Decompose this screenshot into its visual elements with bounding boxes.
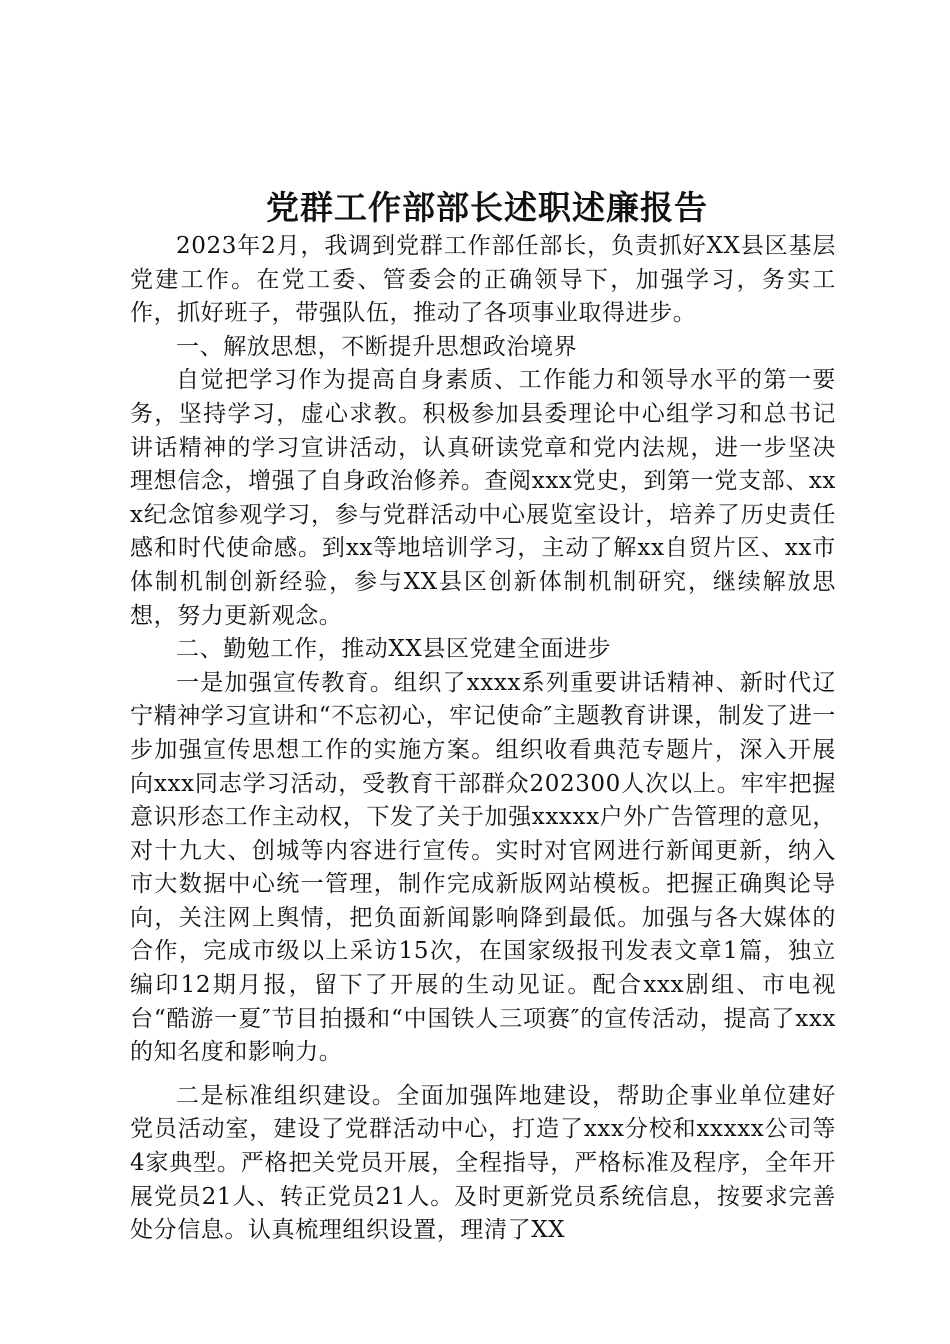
document-page [130,186,836,1248]
organization-paragraph: 二是标准组织建设。全面加强阵地建设，帮助企事业单位建好党员活动室，建设了党群活动中心，打造了xxx分校和xxxxx公司等4家典型。严格把关党员开展，全程指导，严格标准及程序，全年开展党员21人、转正党员21人。及时更新党员系统信息，按要求完善处分信息。认真梳理组织设置，理清了XX [130,1082,836,1244]
document-title: 党群工作部部长述职述廉报告 [266,188,708,227]
section-1-paragraph: 自觉把学习作为提高自身素质、工作能力和领导水平的第一要务，坚持学习，虚心求教。积极参加县委理论中心组学习和总书记讲话精神的学习宣讲活动，认真研读党章和党内法规，进一步坚决理想信念，增强了自身政治修养。查阅xxx党史，到第一党支部、xxx纪念馆参观学习，参与党群活动中心展览室设计，培养了历史责任感和时代使命感。到xx等地培训学习，主动了解xx自贸片区、xx市体制机制创新经验，参与XX县区创新体制机制研究，继续解放思想，努力更新观念。 [130,367,836,629]
section-heading-2: 二、勤勉工作，推动XX县区党建全面进步 [176,636,612,663]
publicity-paragraph: 一是加强宣传教育。组织了xxxx系列重要讲话精神、新时代辽宁精神学习宣讲和“不忘初心，牢记使命″主题教育讲课，制发了进一步加强宣传思想工作的实施方案。组织收看典范专题片，深入开展向xxx同志学习活动，受教育干部群众202300人次以上。牢牢把握意识形态工作主动权，下发了关于加强xxxxx户外广告管理的意见，对十九大、创城等内容进行宣传。实时对官网进行新闻更新，纳入市大数据中心统一管理，制作完成新版网站模板。把握正确舆论导向，关注网上舆情，把负面新闻影响降到最低。加强与各大媒体的合作，完成市级以上采访15次，在国家级报刊发表文章1篇，独立编印12期月报，留下了开展的生动见证。配合xxx剧组、市电视台“酷游一夏″节目拍摄和“中国铁人三项赛″的宣传活动，提高了xxx的知名度和影响力。 [130,669,836,1066]
section-heading-1: 一、解放思想，不断提升思想政治境界 [176,333,578,360]
intro-paragraph: 2023年2月，我调到党群工作部任部长，负责抓好XX县区基层党建工作。在党工委、管委会的正确领导下，加强学习，务实工作，抓好班子，带强队伍，推动了各项事业取得进步。 [130,233,836,327]
